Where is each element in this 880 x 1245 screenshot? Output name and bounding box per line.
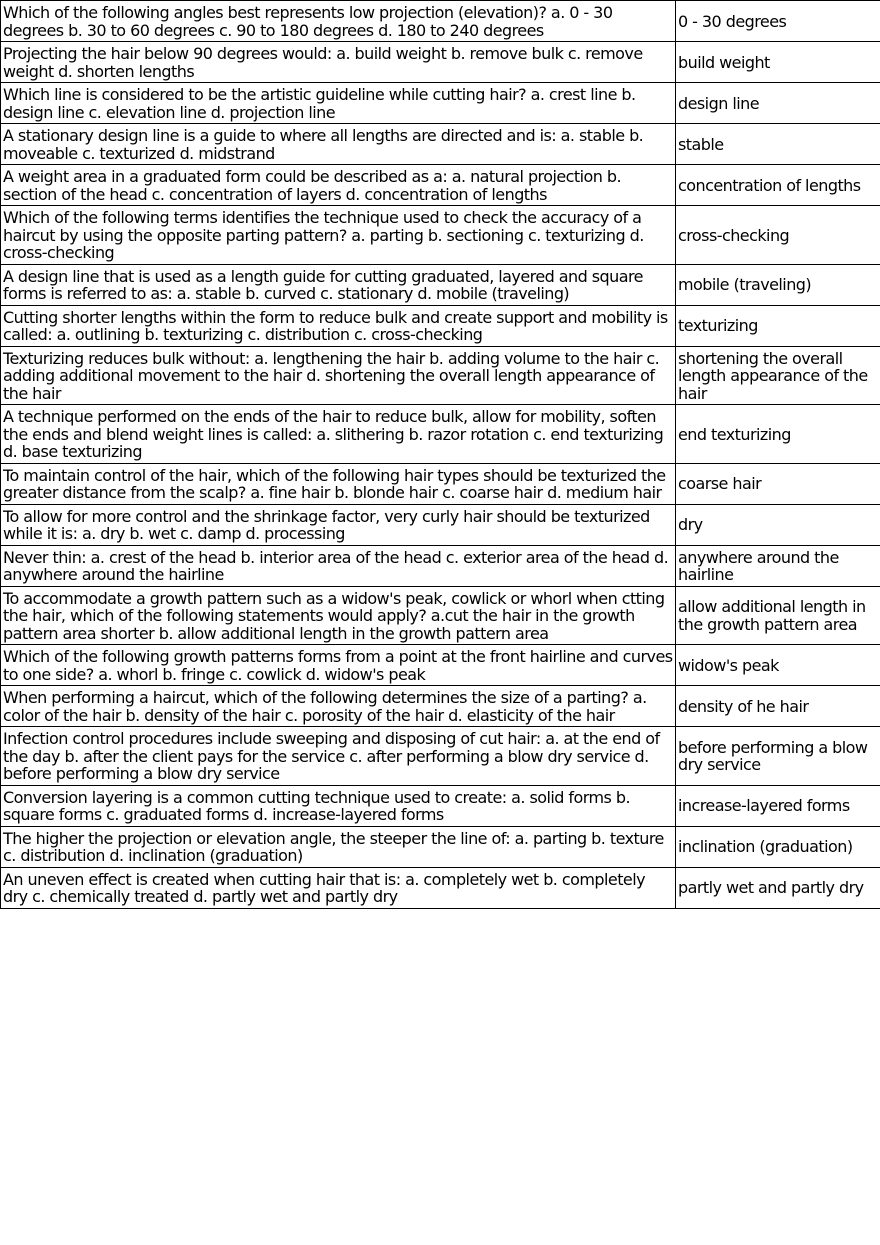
table-row: [1, 826, 880, 867]
answer-cell: design line: [676, 83, 880, 124]
table-row: [1, 165, 880, 206]
answer-cell: texturizing: [676, 305, 880, 346]
answer-cell: inclination (graduation): [676, 826, 880, 867]
table-row: [1, 264, 880, 305]
question-cell: A technique performed on the ends of the hair to reduce bulk, allow for mobility, soften the ends and blend weight lines is called: a. slithering b. razor rotation c. end texturizing d. base texturizing: [1, 405, 676, 464]
question-cell: Which of the following terms identifies the technique used to check the accuracy of a haircut by using the opposite parting pattern? a. parting b. sectioning c. texturizing d. cross-checking: [1, 206, 676, 265]
question-cell: The higher the projection or elevation angle, the steeper the line of: a. parting b. texture c. distribution d. inclination (graduation): [1, 826, 676, 867]
answer-cell: allow additional length in the growth pattern area: [676, 586, 880, 645]
table-row: [1, 727, 880, 786]
question-cell: Conversion layering is a common cutting technique used to create: a. solid forms b. square forms c. graduated forms d. increase-layered forms: [1, 785, 676, 826]
table-row: [1, 504, 880, 545]
table-row: [1, 867, 880, 908]
answer-cell: increase-layered forms: [676, 785, 880, 826]
answer-cell: before performing a blow dry service: [676, 727, 880, 786]
question-cell: Texturizing reduces bulk without: a. lengthening the hair b. adding volume to the hair c. adding additional movement to the hair d. shortening the overall length appearance of the hair: [1, 346, 676, 405]
answer-cell: widow's peak: [676, 645, 880, 686]
question-cell: Which of the following growth patterns forms from a point at the front hairline and curves to one side? a. whorl b. fringe c. cowlick d. widow's peak: [1, 645, 676, 686]
answer-cell: anywhere around the hairline: [676, 545, 880, 586]
table-row: [1, 42, 880, 83]
table-row: [1, 206, 880, 265]
answer-cell: density of he hair: [676, 686, 880, 727]
answer-cell: stable: [676, 124, 880, 165]
answer-cell: mobile (traveling): [676, 264, 880, 305]
question-cell: Projecting the hair below 90 degrees would: a. build weight b. remove bulk c. remove weight d. shorten lengths: [1, 42, 676, 83]
table-row: [1, 645, 880, 686]
table-row: [1, 405, 880, 464]
table-row: [1, 545, 880, 586]
question-cell: Which of the following angles best represents low projection (elevation)? a. 0 - 30 degrees b. 30 to 60 degrees c. 90 to 180 degrees d. 180 to 240 degrees: [1, 1, 676, 42]
answer-cell: 0 - 30 degrees: [676, 1, 880, 42]
answer-cell: end texturizing: [676, 405, 880, 464]
question-cell: A stationary design line is a guide to where all lengths are directed and is: a. stable b. moveable c. texturized d. midstrand: [1, 124, 676, 165]
table-row: [1, 785, 880, 826]
answer-cell: concentration of lengths: [676, 165, 880, 206]
table-row: [1, 346, 880, 405]
table-row: [1, 586, 880, 645]
table-row: [1, 463, 880, 504]
question-cell: An uneven effect is created when cutting hair that is: a. completely wet b. completely dry c. chemically treated d. partly wet and partly dry: [1, 867, 676, 908]
question-cell: To allow for more control and the shrinkage factor, very curly hair should be texturized while it is: a. dry b. wet c. damp d. processing: [1, 504, 676, 545]
question-cell: A design line that is used as a length guide for cutting graduated, layered and square forms is referred to as: a. stable b. curved c. stationary d. mobile (traveling): [1, 264, 676, 305]
table-row: [1, 305, 880, 346]
question-cell: Never thin: a. crest of the head b. interior area of the head c. exterior area of the head d. anywhere around the hairline: [1, 545, 676, 586]
question-cell: When performing a haircut, which of the following determines the size of a parting? a. color of the hair b. density of the hair c. porosity of the hair d. elasticity of the hair: [1, 686, 676, 727]
question-cell: To maintain control of the hair, which of the following hair types should be texturized the greater distance from the scalp? a. fine hair b. blonde hair c. coarse hair d. medium hair: [1, 463, 676, 504]
table-row: [1, 686, 880, 727]
question-cell: Infection control procedures include sweeping and disposing of cut hair: a. at the end of the day b. after the client pays for the service c. after performing a blow dry service d. before performing a blow dry service: [1, 727, 676, 786]
answer-cell: dry: [676, 504, 880, 545]
table-row: [1, 1, 880, 42]
question-cell: To accommodate a growth pattern such as a widow's peak, cowlick or whorl when ctting the hair, which of the following statements would apply? a.cut the hair in the growth pattern area shorter b. allow additional length in the growth pattern area: [1, 586, 676, 645]
table-row: [1, 124, 880, 165]
answer-cell: cross-checking: [676, 206, 880, 265]
answer-cell: partly wet and partly dry: [676, 867, 880, 908]
answer-cell: build weight: [676, 42, 880, 83]
answer-cell: shortening the overall length appearance of the hair: [676, 346, 880, 405]
table-row: [1, 83, 880, 124]
answer-cell: coarse hair: [676, 463, 880, 504]
question-cell: A weight area in a graduated form could be described as a: a. natural projection b. section of the head c. concentration of layers d. concentration of lengths: [1, 165, 676, 206]
question-cell: Cutting shorter lengths within the form to reduce bulk and create support and mobility is called: a. outlining b. texturizing c. distribution c. cross-checking: [1, 305, 676, 346]
question-cell: Which line is considered to be the artistic guideline while cutting hair? a. crest line b. design line c. elevation line d. projection line: [1, 83, 676, 124]
